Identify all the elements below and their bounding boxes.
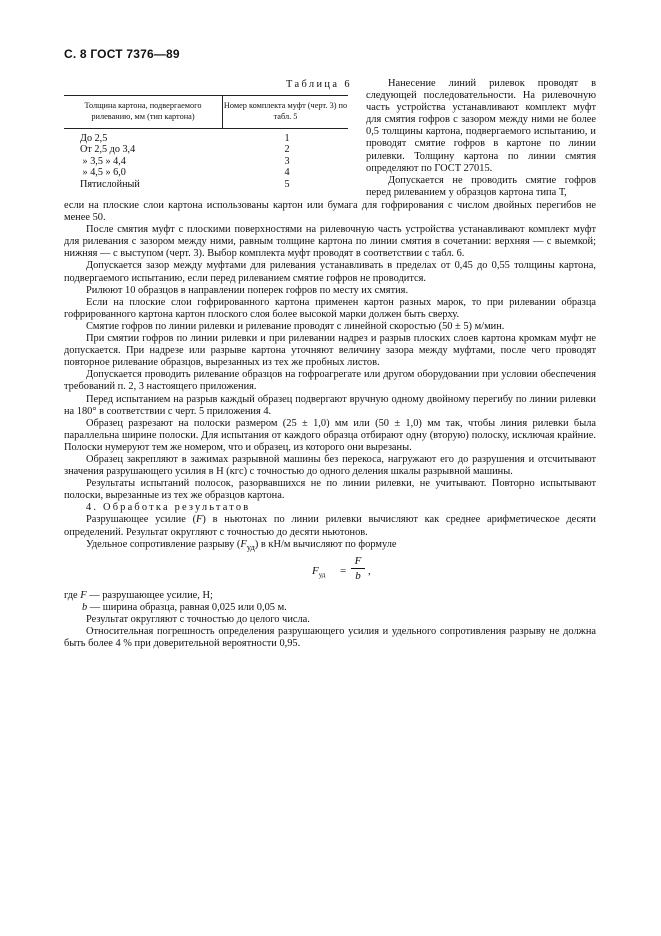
table-body: [64, 129, 348, 190]
paragraph-results: Результаты испытаний полосок, разорвавшихся не по линии рилевки, не учитывают. Повторно испытывают полоски, вырезанные из тех же образцов картона.: [64, 478, 596, 502]
section-heading: 4. Обработка результатов: [86, 502, 251, 514]
symbol-f: F: [196, 514, 203, 526]
table-cell-thickness: До 2,5: [80, 133, 108, 144]
table-cell-kit: 3: [284, 155, 290, 167]
paragraph-speed: Смятие гофров по линии рилевки и рилевание проводят с линейной скоростью (50 ± 5) м/мин.: [86, 320, 505, 332]
paragraph-specific: [64, 539, 596, 553]
symbol-f: F: [240, 538, 247, 550]
paragraph-defects: При смятии гофров по линии рилевки и при рилевании надрез и разрыв плоских слоев картона кромкам муфт не допускается. При надрезе или разрыве картона уточняют величину зазора между муфтами, после чего проводят повторное рилевание образцов, вырезанных из тех же пробных листов.: [64, 333, 596, 369]
legend-f: [64, 590, 596, 602]
formula-numerator: F: [354, 554, 362, 567]
table-header-kit: Номер комплекта муфт (черт. 3) по табл. 5: [222, 96, 348, 128]
text-fragment: где: [64, 589, 81, 601]
formula-comma: ,: [368, 564, 371, 577]
table-caption: Таблица 6: [285, 79, 352, 90]
table-row: [64, 156, 348, 167]
paragraph-error: Относительная погрешность определения разрушающего усилия и удельного сопротивления разрыву не должна быть более 4 % при доверительной вероятности 0,95.: [64, 626, 596, 650]
text-fragment: ) в ньютонах по линии рилевки вычисляют как среднее арифметическое десяти определений. Результат округляют с точностью до десяти ньютонов.: [64, 514, 596, 538]
text-fragment: — разрушающее усилие, Н;: [86, 589, 213, 601]
paragraph-clamp: Образец закрепляют в зажимах разрывной машины без перекоса, нагружают его до разрушения и отсчитывают значения разрушающего усилия в Н (кгс) с точностью до одного деления шкалы разрывной машины.: [64, 453, 596, 478]
formula: [64, 554, 596, 588]
formula-denominator: b: [355, 569, 361, 582]
paragraph-bend: Перед испытанием на разрыв каждый образец подвергают вручную одному двойному перегибу по линии рилевки на 180° в соответствии с черт. 5 приложения 4.: [64, 393, 596, 417]
formula-lhs: [312, 565, 325, 581]
paragraph-kit-setup: После смятия муфт с плоскими поверхностями на рилевочную часть устройства устанавливают комплект муфт для рилевания с зазором между ними, равным толщине картона по линии смятия в сочетании: верхняя — с выемкой; нижняя — с выступом (черт. 3). Выбор комплекта муфт проводят в соответствии с табл. 6.: [64, 224, 596, 260]
paragraph-allowance-end: если на плоские слои картона использованы картон или бумага для гофрирования с числом двойных перегибов не менее 50.: [64, 200, 596, 224]
symbol-b: b: [82, 601, 88, 613]
text-fragment: Разрушающее усилие (: [86, 514, 197, 526]
paragraph-brands: Если на плоские слои гофрированного картона применен картон разных марок, то при рилевании образца гофрированного картона картон плоского слоя более высокой марки должен быть сверху.: [64, 296, 596, 320]
table-cell-thickness: От 2,5 до 3,4: [80, 144, 136, 156]
table-header-row: [64, 96, 348, 128]
symbol-subscript: уд: [246, 541, 255, 552]
formula-fraction-bar: [351, 568, 365, 569]
paragraph-corrugator: Допускается проводить рилевание образцов на гофроагрегате или другом оборудовании при условии обеспечения требований п. 2, 3 настоящего приложения.: [64, 369, 596, 393]
table-cell-kit: 4: [284, 167, 290, 179]
paragraph-ten-samples: Рилюют 10 образцов в направлении поперек гофров по месту их смятия.: [86, 284, 409, 296]
paragraph-procedure: Нанесение линий рилевок проводят в следующей последовательности. На рилевочную часть устройства устанавливают комплект муфт для смятия гофров с зазором между ними не более 0,5 толщины картона, подвергаемого испытанию, и проводят смятие гофров в картоне по линии рилевки. Толщину картона по линии смятия определяют по ГОСТ 27015.: [366, 78, 596, 174]
formula-lhs-symbol: F: [312, 564, 319, 577]
formula-fraction: [351, 555, 365, 582]
symbol-f: F: [80, 589, 87, 601]
table-cell-thickness: » 3,5 » 4,4: [80, 155, 126, 167]
table-cell-kit: 1: [284, 133, 290, 144]
table-cell-thickness: » 4,5 » 6,0: [80, 167, 126, 179]
text-fragment: — ширина образца, равная 0,025 или 0,05 м.: [87, 601, 287, 613]
text-fragment: ) в кН/м вычисляют по формуле: [254, 538, 397, 550]
table-row: [64, 167, 348, 178]
table-6: [64, 95, 348, 190]
paragraph-force: [64, 514, 596, 538]
table-cell-thickness: Пятислойный: [80, 178, 140, 190]
text-fragment: Удельное сопротивление разрыву (: [86, 538, 241, 550]
table-header-thickness: Толщина картона, подвергаемого рилеванию, мм (тип картона): [84, 101, 202, 121]
paragraph-rounding: Результат округляют с точностью до целого числа.: [86, 613, 310, 625]
table-row: [64, 179, 348, 190]
paragraph-gap: Допускается зазор между муфтами для рилевания устанавливать в пределах от 0,45 до 0,55 толщины картона, подвергаемого испытанию, если перед рилеванием смятие гофров не проводится.: [64, 260, 596, 284]
table-row: [64, 133, 348, 144]
paragraph-cut: Образец разрезают на полоски размером (25 ± 1,0) мм или (50 ± 1,0) мм так, чтобы линия рилевки была параллельна ширине полоски. Для испытания от каждого образца отбирают одну (вторую) полоску, исключая крайние. Полоски нумеруют тем же номером, что и образец, из которого они вырезаны.: [64, 417, 596, 453]
legend-b: [64, 602, 596, 614]
table-cell-kit: 2: [284, 144, 290, 156]
table-row: [64, 144, 348, 155]
formula-lhs-subscript: уд: [318, 570, 326, 579]
page-header: С. 8 ГОСТ 7376—89: [64, 47, 180, 61]
table-cell-kit: 5: [284, 178, 290, 190]
formula-equals: =: [340, 564, 347, 577]
right-column-text: [366, 78, 596, 199]
paragraph-allowance-start: Допускается не проводить смятие гофров перед рилеванием у образцов картона типа Т,: [366, 174, 596, 198]
main-text: [64, 200, 596, 650]
